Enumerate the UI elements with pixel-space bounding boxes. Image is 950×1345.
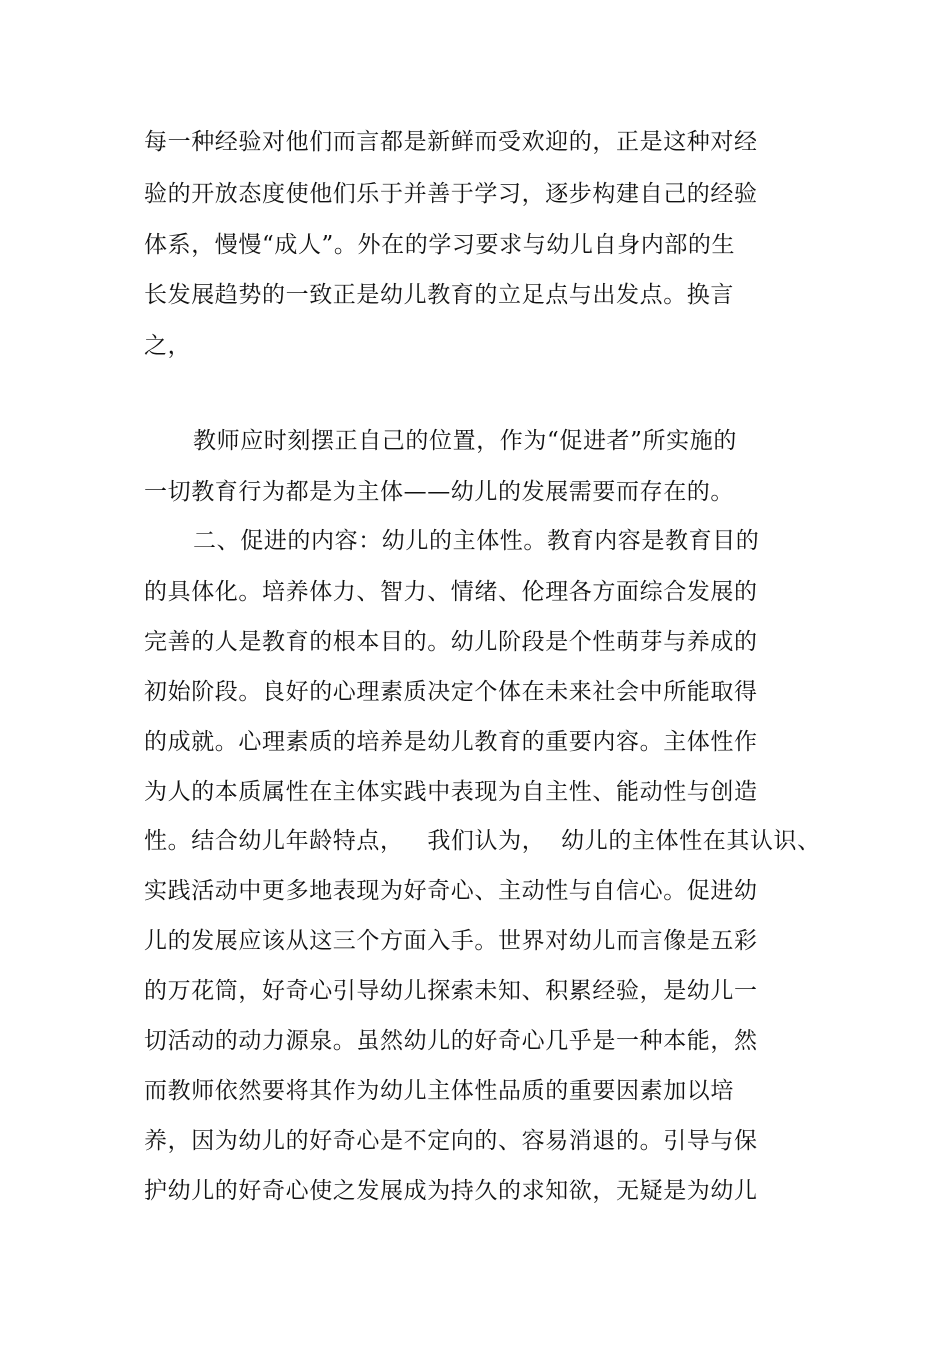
text-line: 的万花筒，好奇心引导幼儿探索未知、积累经验，是幼儿一 bbox=[144, 978, 758, 1004]
text-line: 性。结合幼儿年龄特点， 我们认为， 幼儿的主体性在其认识、 bbox=[144, 828, 821, 854]
text-line: 切活动的动力源泉。虽然幼儿的好奇心几乎是一种本能，然 bbox=[144, 1028, 758, 1054]
text-line: 为人的本质属性在主体实践中表现为自主性、能动性与创造 bbox=[144, 779, 758, 805]
text-line: 而教师依然要将其作为幼儿主体性品质的重要因素加以培 bbox=[144, 1078, 734, 1104]
text-line: 长发展趋势的一致正是幼儿教育的立足点与出发点。换言 bbox=[144, 282, 734, 308]
text-line: 的具体化。培养体力、智力、情绪、伦理各方面综合发展的 bbox=[144, 579, 758, 605]
text-line: 体系，慢慢“成人”。外在的学习要求与幼儿自身内部的生 bbox=[144, 232, 736, 258]
text-line: 每一种经验对他们而言都是新鲜而受欢迎的，正是这种对经 bbox=[144, 129, 758, 155]
text-line: 实践活动中更多地表现为好奇心、主动性与自信心。促进幼 bbox=[144, 878, 758, 904]
text-line: 验的开放态度使他们乐于并善于学习，逐步构建自己的经验 bbox=[144, 181, 758, 207]
text-line: 初始阶段。良好的心理素质决定个体在未来社会中所能取得 bbox=[144, 679, 758, 705]
text-line: 养，因为幼儿的好奇心是不定向的、容易消退的。引导与保 bbox=[144, 1128, 758, 1154]
text-line: 完善的人是教育的根本目的。幼儿阶段是个性萌芽与养成的 bbox=[144, 629, 758, 655]
text-line: 护幼儿的好奇心使之发展成为持久的求知欲，无疑是为幼儿 bbox=[144, 1178, 758, 1204]
text-line: 的成就。心理素质的培养是幼儿教育的重要内容。主体性作 bbox=[144, 729, 758, 755]
text-line: 教师应时刻摆正自己的位置，作为“促进者”所实施的 bbox=[193, 428, 737, 454]
text-line: 儿的发展应该从这三个方面入手。世界对幼儿而言像是五彩 bbox=[144, 928, 758, 954]
text-line: 一切教育行为都是为主体——幼儿的发展需要而存在的。 bbox=[144, 479, 734, 505]
text-line: 二、促进的内容：幼儿的主体性。教育内容是教育目的 bbox=[193, 528, 760, 554]
text-line: 之， bbox=[144, 333, 192, 359]
